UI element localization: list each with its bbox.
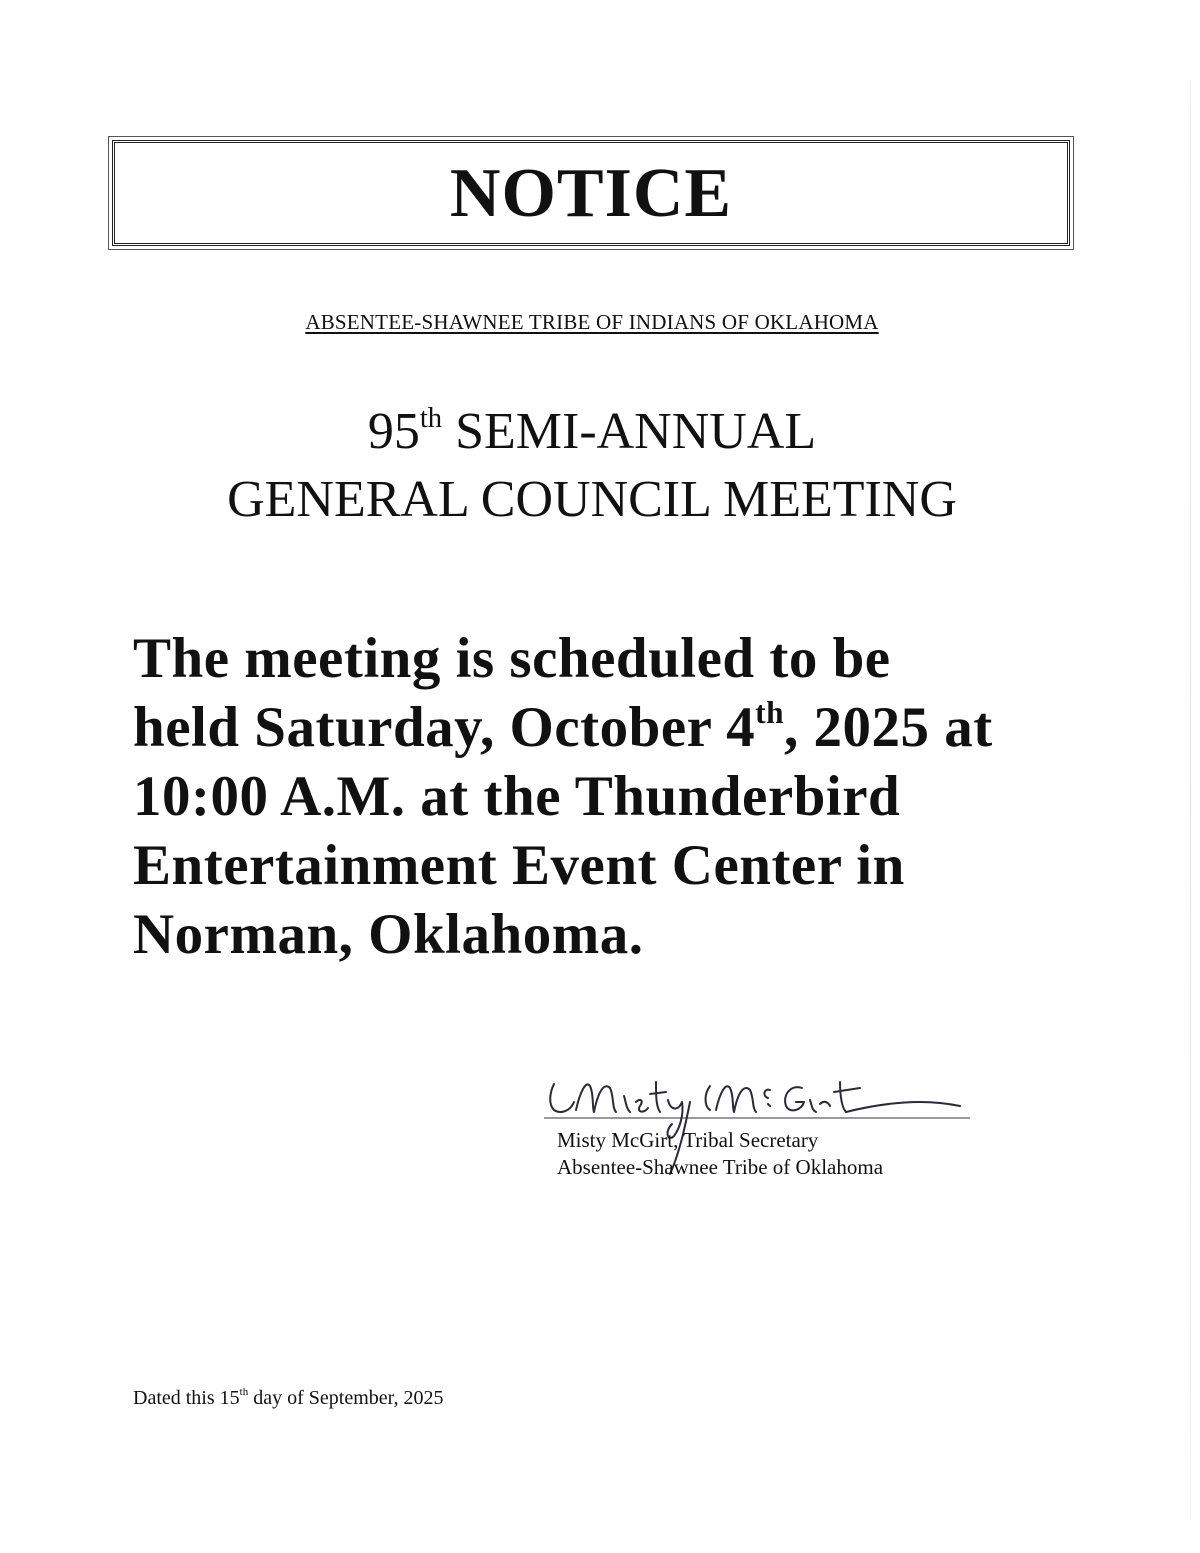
details-line-2 — [133, 693, 1073, 762]
meeting-title-line-1 — [0, 398, 1184, 466]
details-line-2-before: held Saturday, October 4 — [133, 696, 756, 759]
details-date-suffix: th — [755, 694, 785, 730]
dated-line — [133, 1385, 443, 1411]
meeting-title — [0, 398, 1184, 534]
details-line-5: Norman, Oklahoma. — [133, 903, 644, 966]
notice-title: NOTICE — [449, 155, 733, 232]
notice-title-box — [112, 140, 1070, 246]
details-line-3: 10:00 A.M. at the Thunderbird — [133, 765, 901, 828]
meeting-details — [133, 624, 1073, 969]
dated-day-suffix: th — [239, 1386, 249, 1399]
dated-before: Dated this 15 — [133, 1387, 240, 1409]
meeting-title-semi-annual: SEMI-ANNUAL — [455, 403, 817, 460]
signatory-organization: Absentee-Shawnee Tribe of Oklahoma — [557, 1155, 884, 1179]
meeting-number-suffix: th — [419, 402, 443, 434]
details-line-4: Entertainment Event Center in — [133, 834, 905, 897]
meeting-title-line-2: GENERAL COUNCIL MEETING — [227, 471, 957, 528]
tribe-name-heading: ABSENTEE-SHAWNEE TRIBE OF INDIANS OF OKLAHOMA — [305, 310, 879, 334]
dated-after: day of September, 2025 — [248, 1387, 444, 1409]
details-line-1: The meeting is scheduled to be — [133, 627, 891, 690]
signatory-name-title: Misty McGirt, Tribal Secretary — [557, 1128, 819, 1152]
meeting-number: 95 — [367, 403, 420, 460]
scan-edge — [1190, 80, 1191, 1520]
details-line-2-after: , 2025 at — [784, 696, 993, 759]
